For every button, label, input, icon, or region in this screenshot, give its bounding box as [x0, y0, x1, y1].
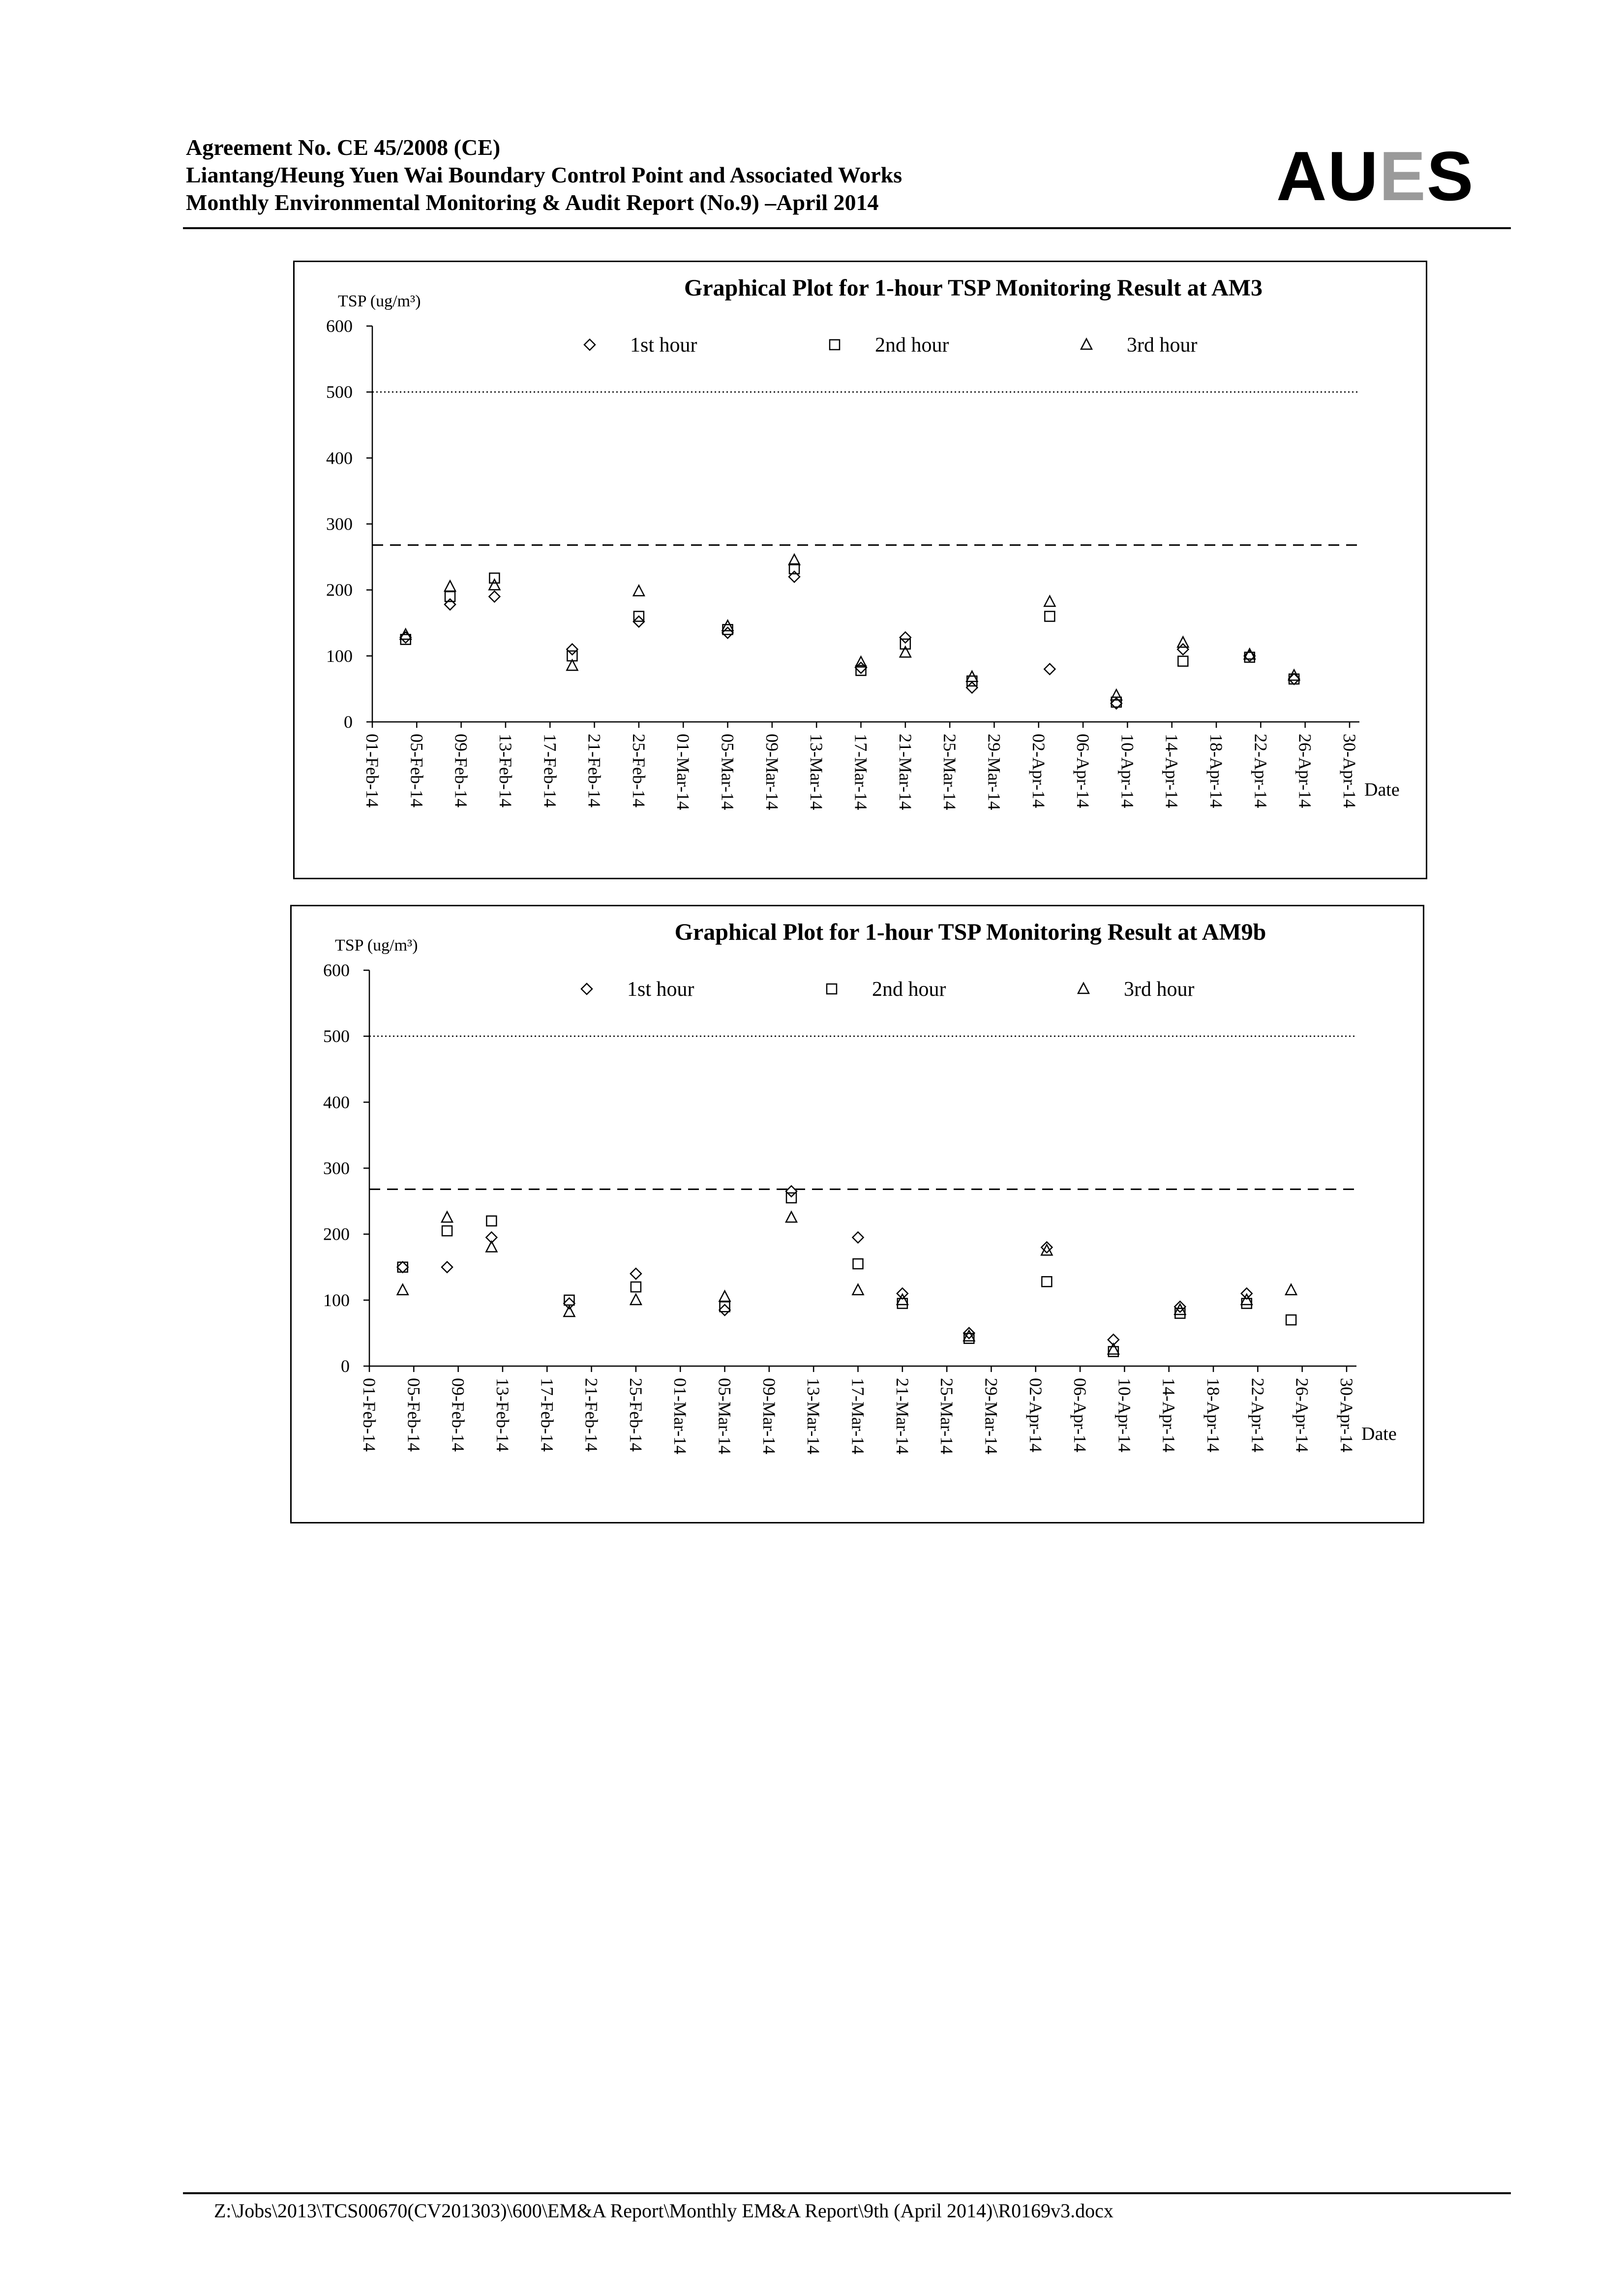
data-point	[1178, 656, 1188, 666]
data-point	[631, 1282, 641, 1292]
x-tick-label: 14-Apr-14	[1159, 1378, 1179, 1453]
x-tick-label: 09-Mar-14	[759, 1378, 779, 1455]
data-point	[853, 1232, 864, 1243]
chart-frame-am3	[293, 261, 1427, 879]
x-tick-label: 13-Feb-14	[495, 734, 515, 807]
company-logo	[1276, 137, 1474, 215]
x-tick-label: 13-Mar-14	[804, 1378, 824, 1455]
x-tick-label: 18-Apr-14	[1203, 1378, 1224, 1453]
x-tick-label: 09-Feb-14	[451, 734, 471, 807]
x-tick-label: 02-Apr-14	[1025, 1378, 1046, 1453]
y-tick-label: 300	[326, 514, 353, 534]
y-tick-label: 200	[323, 1224, 350, 1244]
data-point	[789, 571, 800, 582]
data-point	[567, 644, 577, 655]
data-point	[445, 599, 455, 610]
data-point	[442, 1226, 452, 1236]
data-point	[1044, 664, 1055, 675]
legend-item	[1081, 334, 1197, 357]
footer-rule	[183, 2192, 1511, 2194]
x-tick-label: 17-Feb-14	[537, 1378, 557, 1452]
x-tick-label: 17-Mar-14	[851, 734, 871, 810]
x-tick-label: 26-Apr-14	[1292, 1378, 1312, 1453]
data-point	[489, 579, 500, 590]
legend-marker-triangle	[1078, 983, 1089, 993]
legend-label: 3rd hour	[1127, 334, 1198, 357]
x-tick-label: 22-Apr-14	[1248, 1378, 1268, 1453]
legend-label: 2nd hour	[875, 334, 949, 357]
y-axis-label: TSP (ug/m³)	[335, 936, 418, 954]
x-tick-label: 17-Mar-14	[848, 1378, 868, 1455]
agreement-number: Agreement No. CE 45/2008 (CE)	[186, 135, 501, 160]
data-point	[631, 1268, 641, 1279]
data-point	[1289, 670, 1299, 680]
y-tick-label: 600	[326, 316, 353, 336]
logo-text-au: AU	[1276, 137, 1380, 215]
chart-am3	[295, 262, 1426, 878]
data-point	[445, 581, 455, 591]
data-point	[722, 627, 733, 638]
legend-marker-square	[830, 340, 840, 350]
data-point	[398, 1262, 408, 1272]
x-tick-label: 26-Apr-14	[1295, 734, 1315, 808]
x-tick-label: 30-Apr-14	[1337, 1378, 1356, 1453]
legend-marker-diamond	[581, 984, 592, 994]
y-tick-label: 100	[323, 1290, 350, 1310]
data-point	[486, 1216, 496, 1226]
data-point	[853, 1259, 863, 1269]
data-point	[853, 1284, 864, 1295]
x-tick-label: 21-Mar-14	[895, 734, 915, 810]
data-point	[786, 1186, 797, 1196]
chart-frame-am9b	[290, 905, 1424, 1523]
x-axis-label: Date	[1364, 779, 1400, 800]
series-diamond	[400, 571, 1299, 709]
file-path: Z:\Jobs\2013\TCS00670(CV201303)\600\EM&A Report\Monthly EM&A Report\9th (April 2014)\R0169v3.docx	[214, 2200, 1113, 2222]
y-tick-label: 500	[323, 1026, 350, 1046]
y-axis-label: TSP (ug/m³)	[338, 292, 421, 310]
y-tick-label: 400	[323, 1092, 350, 1112]
data-point	[567, 660, 577, 670]
y-tick-label: 500	[326, 382, 353, 402]
x-tick-label: 02-Apr-14	[1028, 734, 1049, 808]
data-point	[397, 1262, 408, 1273]
data-point	[1177, 644, 1188, 655]
x-tick-label: 14-Apr-14	[1162, 734, 1182, 808]
data-point	[1177, 637, 1188, 647]
data-point	[966, 682, 977, 693]
chart-am9b	[292, 906, 1423, 1522]
x-tick-label: 09-Mar-14	[762, 734, 782, 810]
legend-marker-diamond	[584, 339, 595, 350]
x-tick-label: 25-Feb-14	[629, 734, 649, 807]
x-tick-label: 13-Feb-14	[492, 1378, 512, 1452]
header-rule	[183, 227, 1511, 229]
data-point	[1286, 1315, 1296, 1325]
x-tick-label: 21-Feb-14	[581, 1378, 601, 1452]
data-point	[789, 564, 799, 574]
data-point	[631, 1294, 641, 1305]
legend-label: 1st hour	[627, 978, 694, 1001]
x-tick-label: 21-Feb-14	[584, 734, 604, 807]
legend-item	[830, 334, 949, 357]
x-tick-label: 29-Mar-14	[981, 1378, 1001, 1455]
data-point	[900, 647, 911, 657]
data-point	[720, 1302, 730, 1312]
x-tick-label: 10-Apr-14	[1114, 1378, 1135, 1453]
x-tick-label: 25-Mar-14	[940, 734, 960, 810]
data-point	[1044, 596, 1055, 606]
x-tick-label: 30-Apr-14	[1340, 734, 1359, 808]
data-point	[786, 1212, 797, 1222]
data-point	[722, 620, 733, 630]
x-tick-label: 01-Feb-14	[362, 734, 382, 807]
legend-marker-square	[827, 984, 837, 994]
legend-marker-triangle	[1081, 339, 1092, 349]
x-tick-label: 06-Apr-14	[1073, 734, 1093, 808]
y-tick-label: 200	[326, 580, 353, 600]
y-tick-label: 100	[326, 646, 353, 666]
x-tick-label: 09-Feb-14	[448, 1378, 468, 1452]
x-tick-label: 06-Apr-14	[1070, 1378, 1090, 1453]
x-tick-label: 25-Mar-14	[937, 1378, 957, 1455]
x-tick-label: 05-Mar-14	[718, 734, 738, 810]
data-point	[1286, 1284, 1296, 1295]
data-point	[1042, 1277, 1052, 1286]
data-point	[442, 1212, 452, 1222]
x-axis-label: Date	[1361, 1424, 1397, 1444]
x-tick-label: 05-Mar-14	[715, 1378, 735, 1455]
x-tick-label: 25-Feb-14	[626, 1378, 646, 1452]
data-point	[789, 554, 800, 565]
legend-item	[1078, 978, 1194, 1001]
legend-label: 1st hour	[630, 334, 697, 357]
data-point	[1289, 674, 1299, 685]
logo-text-s: S	[1426, 137, 1474, 215]
series-triangle	[400, 554, 1299, 700]
y-tick-label: 600	[323, 960, 350, 980]
y-tick-label: 0	[341, 1356, 350, 1376]
x-tick-label: 01-Mar-14	[673, 734, 693, 810]
x-tick-label: 01-Feb-14	[360, 1378, 379, 1452]
data-point	[720, 1305, 730, 1315]
data-point	[397, 1284, 408, 1295]
series-square	[401, 564, 1299, 707]
series-triangle	[397, 1212, 1296, 1354]
x-tick-label: 10-Apr-14	[1117, 734, 1138, 808]
x-tick-label: 05-Feb-14	[404, 1378, 424, 1452]
x-tick-label: 01-Mar-14	[670, 1378, 691, 1455]
x-tick-label: 13-Mar-14	[807, 734, 827, 810]
data-point	[720, 1291, 730, 1301]
data-point	[564, 1295, 574, 1305]
data-point	[564, 1306, 574, 1316]
y-tick-label: 400	[326, 448, 353, 468]
logo-text-e: E	[1379, 137, 1427, 215]
x-tick-label: 17-Feb-14	[540, 734, 560, 807]
chart-title: Graphical Plot for 1-hour TSP Monitoring Result at AM3	[684, 275, 1263, 301]
x-tick-label: 22-Apr-14	[1251, 734, 1271, 808]
x-tick-label: 05-Feb-14	[407, 734, 427, 807]
legend-label: 3rd hour	[1124, 978, 1195, 1001]
data-point	[633, 585, 644, 596]
data-point	[786, 1193, 796, 1203]
data-point	[445, 592, 455, 601]
data-point	[489, 591, 500, 602]
y-tick-label: 0	[344, 712, 353, 732]
x-tick-label: 29-Mar-14	[984, 734, 1004, 810]
y-tick-label: 300	[323, 1158, 350, 1178]
legend-item	[827, 978, 946, 1001]
series-diamond	[397, 1186, 1252, 1345]
data-point	[900, 632, 911, 643]
data-point	[1045, 611, 1054, 621]
data-point	[442, 1262, 452, 1273]
legend-item	[584, 334, 697, 357]
project-title: Liantang/Heung Yuen Wai Boundary Control Point and Associated Works	[186, 162, 902, 187]
x-tick-label: 18-Apr-14	[1206, 734, 1227, 808]
x-tick-label: 21-Mar-14	[892, 1378, 912, 1455]
chart-title: Graphical Plot for 1-hour TSP Monitoring Result at AM9b	[674, 919, 1266, 945]
legend-item	[581, 978, 694, 1001]
data-point	[489, 573, 499, 583]
report-title: Monthly Environmental Monitoring & Audit Report (No.9) –April 2014	[186, 190, 879, 215]
series-square	[398, 1193, 1296, 1357]
legend-label: 2nd hour	[872, 978, 946, 1001]
